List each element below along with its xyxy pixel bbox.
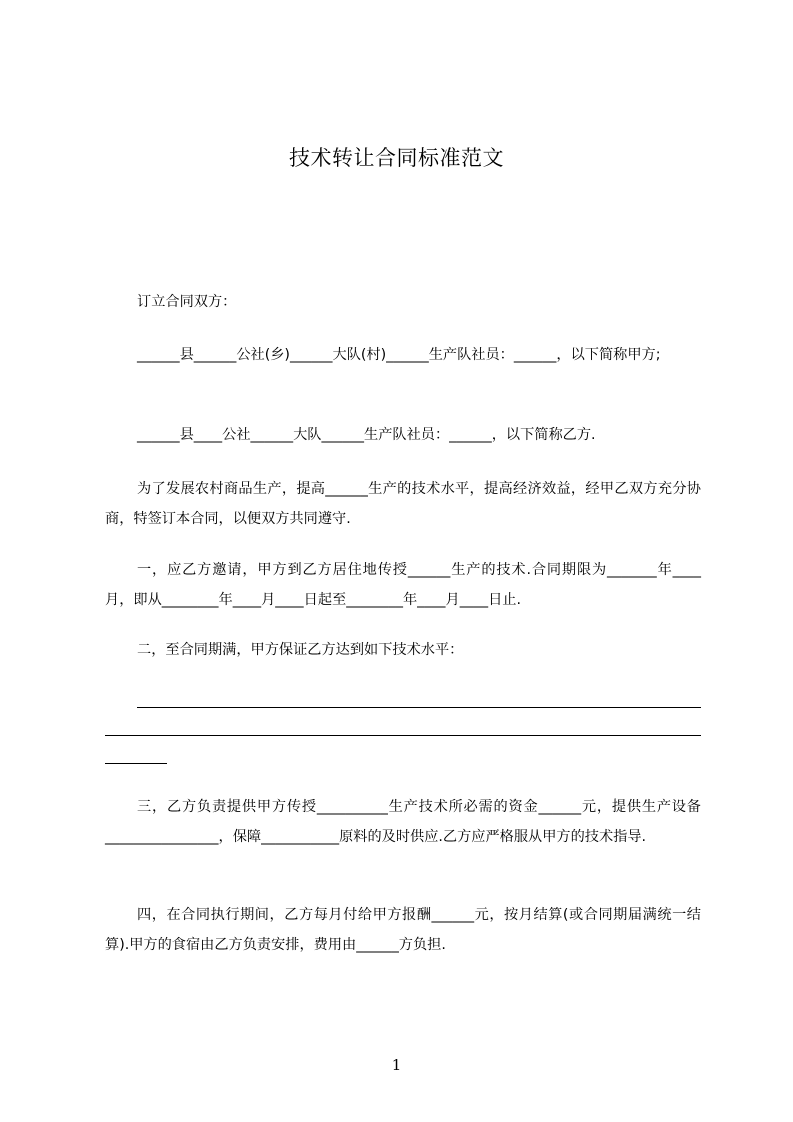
technical-level-blank-lines — [105, 690, 701, 776]
blank-line — [105, 763, 167, 764]
paragraph-party-b: ______县____公社______大队______生产队社员：______，以下简称乙方. — [137, 427, 596, 443]
paragraph-parties-heading: 订立合同双方： — [137, 294, 237, 310]
page-number: 1 — [391, 1056, 402, 1074]
blank-line — [137, 707, 701, 708]
paragraph-party-a: ______县______公社(乡)______大队(村)______生产队社员：______，以下简称甲方; — [137, 347, 661, 363]
paragraph-clause-1: 一，应乙方邀请，甲方到乙方居住地传授______生产的技术.合同期限为_______年____月，即从________年____月____日起至________年____月____日止. — [105, 562, 701, 608]
paragraph-clause-4: 四，在合同执行期间，乙方每月付给甲方报酬______元，按月结算(或合同期届满统一结算).甲方的食宿由乙方负责安排，费用由______方负担. — [105, 907, 701, 953]
document-title: 技术转让合同标准范文 — [289, 146, 504, 170]
paragraph-purpose: 为了发展农村商品生产，提高______生产的技术水平，提高经济效益，经甲乙双方充分协商，特签订本合同，以便双方共同遵守. — [105, 481, 701, 527]
paragraph-clause-3: 三，乙方负责提供甲方传授__________生产技术所必需的资金______元，提供生产设备________________，保障___________原料的及时供应.乙方应严格服从甲方的技术指导. — [105, 799, 701, 845]
paragraph-clause-2: 二，至合同期满，甲方保证乙方达到如下技术水平： — [137, 642, 464, 658]
blank-line — [105, 735, 701, 736]
